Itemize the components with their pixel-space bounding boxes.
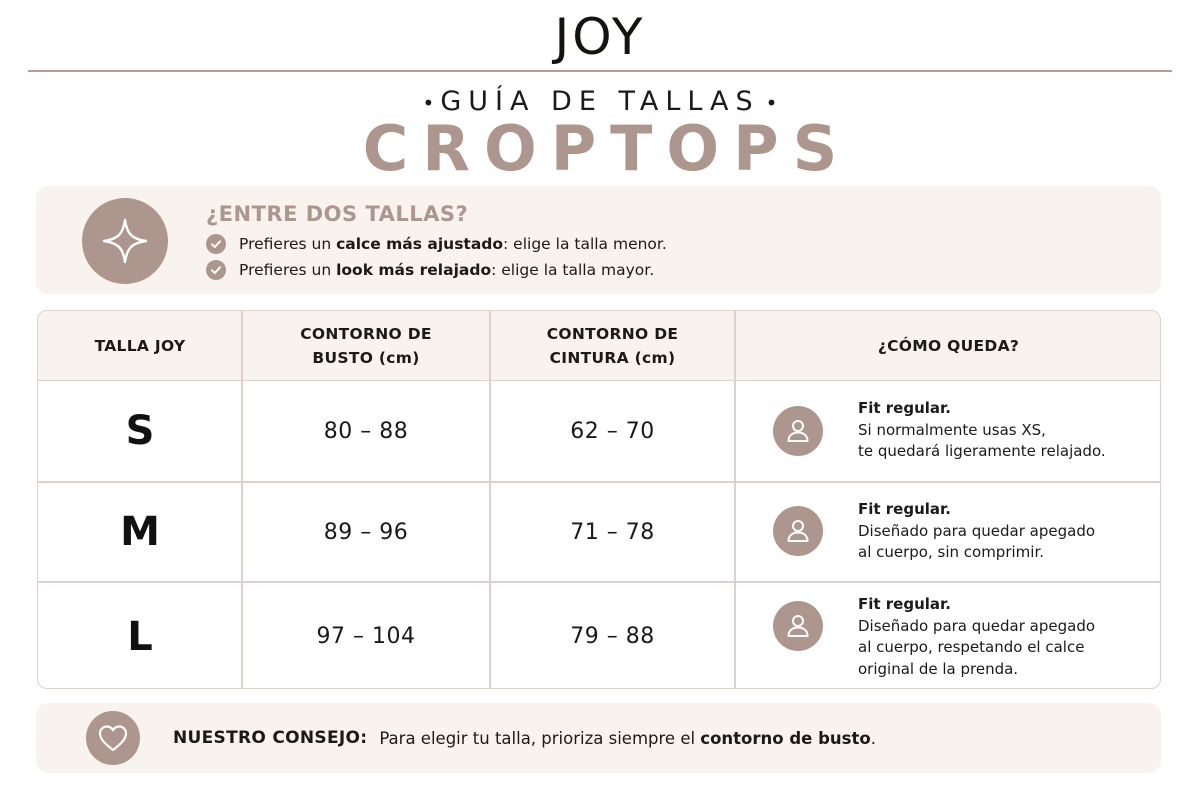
tip-line-text: [239, 235, 667, 253]
fit-line: original de la prenda.: [858, 659, 1019, 678]
header-bust: CONTORNO DE BUSTO (cm): [300, 325, 432, 367]
size-tip-panel: [36, 186, 1161, 294]
tip-line-text: [239, 261, 654, 279]
fit-title: Fit regular.: [858, 595, 951, 613]
page-title: CROPTOPS: [362, 112, 852, 185]
heart-icon: [86, 711, 140, 765]
tip-heading: ¿ENTRE DOS TALLAS?: [206, 202, 469, 226]
tip-line: [206, 259, 654, 281]
check-icon: [206, 260, 226, 280]
tip-text-pre: Prefieres un: [239, 235, 337, 253]
waist-range: 62 – 70: [570, 418, 655, 444]
tip-text-post: : elige la talla menor.: [503, 235, 667, 253]
subtitle-text: GUÍA DE TALLAS: [440, 86, 760, 117]
tip-text-post: : elige la talla mayor.: [491, 261, 655, 279]
waist-range: 71 – 78: [570, 519, 655, 545]
size-label: M: [120, 509, 160, 555]
fit-line: Diseñado para quedar apegado: [858, 616, 1096, 635]
sparkle-icon: [82, 198, 168, 284]
advice-panel: [36, 703, 1161, 773]
fit-line: al cuerpo, sin comprimir.: [858, 543, 1044, 561]
person-icon: [773, 406, 823, 456]
tip-line: [206, 233, 667, 255]
fit-description: [858, 499, 1095, 564]
advice-body: [379, 729, 876, 748]
bust-range: 89 – 96: [323, 519, 409, 545]
fit-title: Fit regular.: [858, 500, 951, 518]
fit-title: Fit regular.: [858, 399, 951, 417]
subtitle-bullet-left: •: [422, 90, 435, 115]
subtitle-bullet-right: •: [765, 90, 778, 115]
person-icon: [773, 506, 823, 556]
tip-text-bold: look más relajado: [336, 261, 492, 279]
advice-text-pre: Para elegir tu talla, prioriza siempre el: [379, 728, 701, 748]
header-divider: [28, 70, 1172, 72]
header-waist: CONTORNO DE CINTURA (cm): [546, 325, 679, 367]
fit-description: [858, 594, 1095, 680]
fit-line: Diseñado para quedar apegado: [858, 521, 1096, 540]
fit-line: Si normalmente usas XS,: [858, 420, 1046, 439]
advice-text: [173, 703, 876, 773]
header-size: TALLA JOY: [94, 337, 186, 355]
size-label: L: [127, 613, 153, 660]
waist-range: 79 – 88: [570, 624, 655, 649]
advice-label: NUESTRO CONSEJO:: [173, 728, 368, 748]
advice-text-bold: contorno de busto: [700, 728, 871, 748]
bust-range: 80 – 88: [323, 418, 409, 444]
header-fit: ¿CÓMO QUEDA?: [877, 337, 1020, 355]
brand-logo: JOY: [554, 8, 646, 66]
tip-text-pre: Prefieres un: [239, 261, 337, 279]
bust-range: 97 – 104: [316, 624, 416, 649]
fit-line: te quedará ligeramente relajado.: [858, 442, 1106, 460]
check-icon: [206, 234, 226, 254]
fit-line: al cuerpo, respetando el calce: [858, 638, 1085, 656]
advice-text-post: .: [870, 728, 876, 748]
fit-description: [858, 398, 1106, 463]
size-table: [37, 310, 1161, 689]
person-icon: [773, 601, 823, 651]
size-label: S: [125, 408, 155, 454]
tip-text-bold: calce más ajustado: [336, 235, 504, 253]
